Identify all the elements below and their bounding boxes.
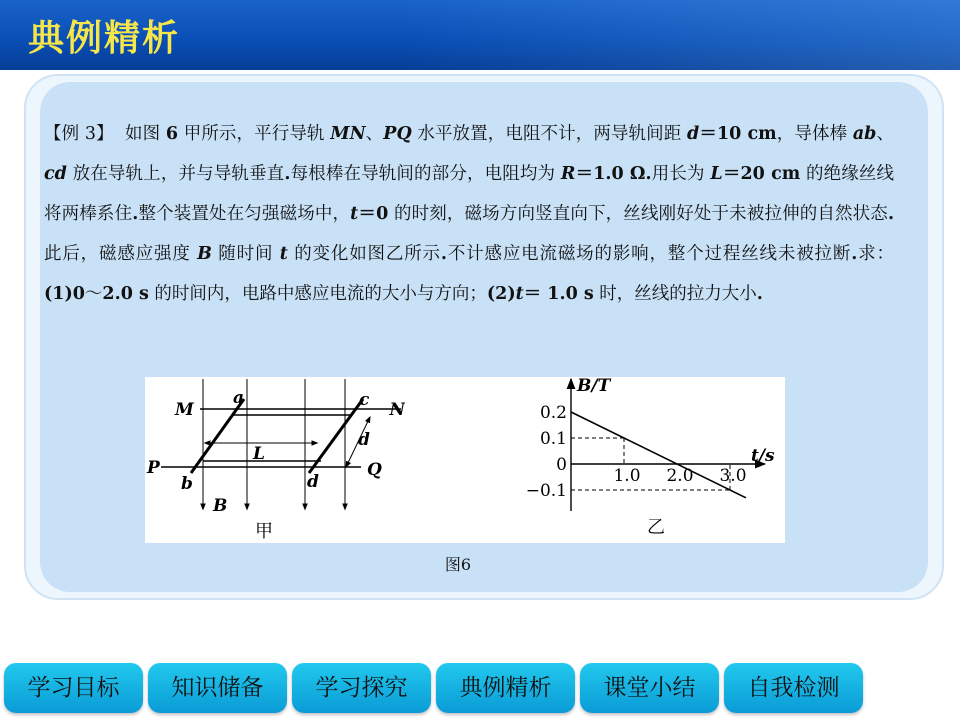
y-tick-label: −0.1 xyxy=(525,481,567,501)
problem-segment: 10 cm xyxy=(716,124,777,144)
problem-segment: 的变化如图乙所示 xyxy=(287,244,441,264)
problem-segment: . xyxy=(440,244,447,264)
nav-self-test[interactable]: 自我检测 xyxy=(724,663,863,713)
x-axis-label: t/s xyxy=(751,446,775,466)
rails-diagram xyxy=(145,377,405,543)
nav-learning-goals[interactable]: 学习目标 xyxy=(4,663,143,713)
problem-segment: 1.0 s xyxy=(541,284,594,304)
problem-segment: t xyxy=(350,204,359,224)
rod-cd xyxy=(309,399,363,473)
y-axis-label: B/T xyxy=(577,377,611,396)
problem-segment: 0 xyxy=(376,204,389,224)
nav-summary[interactable]: 课堂小结 xyxy=(580,663,719,713)
problem-segment: ＝ xyxy=(722,164,741,184)
problem-segment: (2) xyxy=(486,284,516,304)
header-shine xyxy=(400,0,960,70)
problem-segment: 求： xyxy=(857,244,895,264)
problem-segment: 20 cm xyxy=(740,164,801,184)
x-tick-label: 1.0 xyxy=(613,466,641,486)
problem-segment: R xyxy=(560,164,576,184)
problem-segment: ＝ xyxy=(358,204,377,224)
x-tick-label: 2.0 xyxy=(666,466,694,486)
figure-caption: 图6 xyxy=(444,555,472,574)
problem-segment: 、 xyxy=(876,124,895,144)
caption-yi: 乙 xyxy=(647,517,665,538)
problem-segment: ～ xyxy=(84,284,103,304)
bottom-nav xyxy=(4,663,864,715)
problem-segment: t xyxy=(515,284,524,304)
problem-segment: ＝ xyxy=(523,284,542,304)
problem-segment: 的时间内，电路中感应电流的大小与方向； xyxy=(148,284,487,304)
header-bar xyxy=(0,0,960,70)
problem-segment: 如图 xyxy=(125,124,166,144)
problem-segment: B xyxy=(197,244,212,264)
problem-segment: . xyxy=(756,284,763,304)
label-b: b xyxy=(181,474,193,494)
problem-segment: 整个装置处在匀强磁场中， xyxy=(138,204,351,224)
caption-jia: 甲 xyxy=(255,521,273,542)
problem-segment: 甲所示，平行导轨 xyxy=(178,124,331,144)
y-tick-label: 0.1 xyxy=(539,429,567,449)
problem-segment: PQ xyxy=(383,124,412,144)
problem-segment: 6 xyxy=(165,124,179,144)
problem-body xyxy=(44,124,894,304)
problem-segment: ，导体棒 xyxy=(776,124,853,144)
nav-inquiry[interactable]: 学习探究 xyxy=(292,663,431,713)
label-d-dist: d xyxy=(358,430,370,450)
problem-segment: ＝ xyxy=(699,124,717,144)
figure-box xyxy=(145,377,785,543)
label-q: Q xyxy=(367,460,382,480)
x-tick-label: 3.0 xyxy=(719,466,747,486)
problem-segment: . xyxy=(284,164,291,184)
problem-segment: (1)0 xyxy=(44,284,85,304)
problem-segment: . xyxy=(132,204,139,224)
nav-knowledge-prep[interactable]: 知识储备 xyxy=(148,663,287,713)
label-c: c xyxy=(359,390,370,410)
problem-segment: 的绝缘丝线将两棒系住 xyxy=(44,164,895,224)
example-tag: 【例 3】 xyxy=(44,124,114,144)
rod-ab xyxy=(191,399,244,473)
problem-segment: t xyxy=(279,244,288,264)
page-title: 典例精析 xyxy=(28,18,181,59)
label-a: a xyxy=(233,388,245,408)
nav-example-analysis[interactable]: 典例精析 xyxy=(436,663,575,713)
problem-segment: . xyxy=(887,204,895,224)
y-tick-label: 0.2 xyxy=(539,403,567,423)
problem-segment: 每根棒在导轨间的部分，电阻均为 xyxy=(290,164,561,184)
problem-segment: 的时刻，磁场方向竖直向下，丝线刚好处于未被拉伸的自然状态 xyxy=(388,204,888,224)
label-n: N xyxy=(389,400,405,420)
label-b-field: B xyxy=(213,496,228,516)
problem-segment: 水平放置，电阻不计，两导轨间距 xyxy=(411,124,687,144)
problem-segment: 此后，磁感应强度 xyxy=(44,244,198,264)
problem-segment: MN xyxy=(330,124,366,144)
problem-segment: 随时间 xyxy=(211,244,280,264)
problem-segment: 1.0 Ω. xyxy=(593,164,652,184)
problem-segment: 不计感应电流磁场的影响，整个过程丝线未被拉断 xyxy=(446,244,852,264)
problem-text xyxy=(44,114,894,314)
problem-segment: 时，丝线的拉力大小 xyxy=(593,284,757,304)
problem-segment: 放在导轨上，并与导轨垂直 xyxy=(66,164,285,184)
label-p: P xyxy=(147,458,160,478)
problem-segment: cd xyxy=(44,164,67,184)
bt-chart xyxy=(515,377,775,543)
problem-segment: 、 xyxy=(365,124,384,144)
problem-segment: 2.0 s xyxy=(102,284,149,304)
y-tick-label: 0 xyxy=(556,455,567,475)
label-m: M xyxy=(175,400,194,420)
problem-segment: 用长为 xyxy=(651,164,711,184)
problem-segment: L xyxy=(710,164,723,184)
label-d-rod: d xyxy=(307,472,319,492)
problem-segment: ＝ xyxy=(575,164,594,184)
problem-segment: . xyxy=(851,244,858,264)
label-l: L xyxy=(253,444,265,464)
problem-segment: d xyxy=(687,124,700,144)
problem-segment: ab xyxy=(852,124,877,144)
